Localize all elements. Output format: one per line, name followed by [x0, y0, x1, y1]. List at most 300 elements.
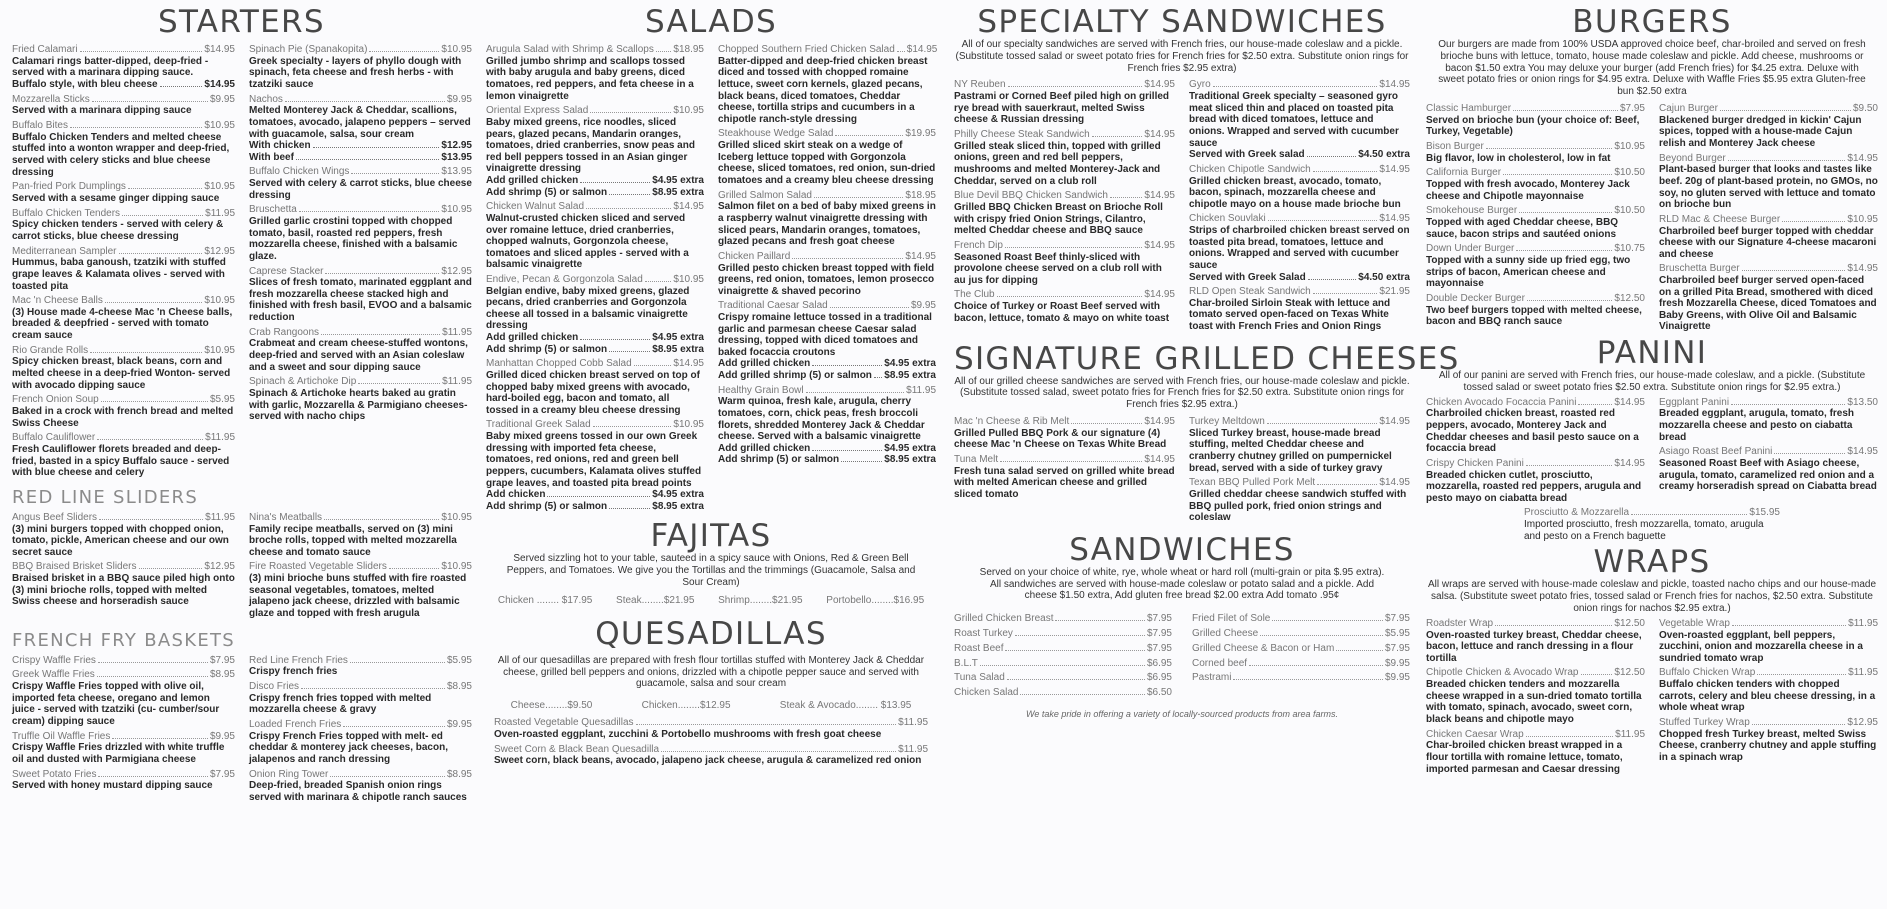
leader-dots: [1516, 243, 1612, 251]
addon-name: Add chicken: [486, 489, 546, 501]
item-description: Seasoned Roast Beef with Asiago cheese, arugula, tomato, caramelized red onion and a creamy horseradish spread on Ciabatta bread: [1659, 458, 1877, 493]
menu-item-row: [249, 561, 472, 573]
item-name: French Onion Soup: [12, 394, 99, 406]
item-description: Choice of Turkey or Roast Beef served with bacon, lettuce, tomato & mayo on white toast: [954, 301, 1170, 324]
item-description: Sweet corn, black beans, avocado, jalapeno jack cheese, arugula & caramelized red onion: [494, 755, 922, 767]
item-description: Char-broiled chicken breast wrapped in a flour tortilla with romaine lettuce, tomato, imported parmesan and Caesar dressing: [1426, 740, 1623, 775]
leader-dots: [112, 731, 208, 739]
fries-right: [249, 652, 472, 804]
item-description: Grilled cheddar cheese sandwich stuffed with BBQ pulled pork, fried onion strings and coleslaw: [1189, 489, 1407, 524]
item-price: $10.95: [204, 181, 235, 193]
sandwiches-left: [954, 610, 1172, 699]
leader-dots: [1742, 263, 1846, 271]
menu-item-row: [1659, 153, 1878, 165]
item-price: $14.95: [1379, 163, 1410, 175]
item-name: The Club: [954, 289, 995, 301]
menu-item-row: [1426, 397, 1645, 409]
item-name: Bison Burger: [1426, 140, 1484, 152]
fries-title: FRENCH FRY BASKETS: [12, 629, 236, 651]
menu-item: [486, 419, 704, 512]
item-price: $10.95: [204, 295, 235, 307]
menu-item: [249, 719, 472, 766]
addon-name: Buffalo style, with bleu cheese: [12, 78, 158, 90]
leader-dots: [358, 376, 440, 384]
item-description: Charbroiled beef burger served open-faced on a grilled Pita Bread, smothered with diced fresh Mozzarella Cheese, diced Tomatoes and Baby Greens, with Olive Oil and Balsamic Vinaigrette: [1659, 275, 1877, 333]
item-name: Angus Beef Sliders: [12, 511, 98, 523]
leader-dots: [1213, 79, 1378, 87]
item-description: Breaded chicken tenders and mozzarella cheese wrapped in a sun-dried tomato tortilla with tomato, spinach, avocado, sweet corn, black beans and chipotle mayo: [1426, 679, 1642, 725]
item-description: Topped with aged Cheddar cheese, BBQ sauce, bacon strips and sautéed onions: [1426, 217, 1619, 240]
item-name: Down Under Burger: [1426, 243, 1515, 255]
leader-dots: [1110, 190, 1142, 198]
menu-item-row: [1426, 618, 1645, 630]
item-name: Cajun Burger: [1659, 102, 1718, 114]
leader-dots: [119, 246, 203, 254]
item-price: $18.95: [905, 189, 936, 201]
item-addon: [486, 332, 704, 344]
leader-dots: [324, 512, 439, 520]
menu-item: [1189, 79, 1410, 160]
option-price: Steak & Avocado........ $13.95: [779, 700, 912, 712]
menu-item-row: [954, 613, 1172, 625]
menu-item-row: [249, 376, 472, 388]
leader-dots: [1526, 458, 1613, 466]
menu-item-row: [1659, 446, 1878, 458]
addon-price: $8.95 extra: [652, 186, 704, 198]
item-price: $14.95: [1379, 477, 1410, 489]
fries-left: [12, 652, 235, 804]
menu-item: [1659, 618, 1878, 665]
menu-item-row: [1659, 717, 1878, 729]
item-name: Buffalo Chicken Wrap: [1659, 667, 1756, 679]
item-name: B.L.T: [954, 657, 978, 669]
menu-item-row: [12, 769, 235, 781]
menu-item-row: [1426, 141, 1645, 153]
item-addon: [249, 140, 472, 152]
leader-dots: [1092, 129, 1143, 137]
item-price: $9.95: [1384, 672, 1410, 684]
menu-item: [12, 295, 235, 342]
item-addon: [718, 358, 936, 370]
item-price: $11.95: [1615, 728, 1645, 740]
leader-dots: [580, 175, 650, 183]
menu-item: [249, 327, 472, 374]
item-name: Onion Ring Tower: [249, 768, 329, 780]
menu-item-row: [494, 717, 928, 729]
item-description: Grilled sliced skirt steak on a wedge of Iceberg lettuce topped with Gorgonzola cheese, sliced tomatoes, red onion, sun-dried tomatoes and a creamy bleu cheese dressing: [718, 140, 936, 186]
item-price: $7.95: [1146, 628, 1172, 639]
item-addon: [486, 344, 704, 356]
item-price: $14.95: [1144, 239, 1175, 251]
menu-item-row: [1659, 263, 1878, 275]
item-price: $10.95: [441, 511, 472, 523]
menu-item-row: [1426, 205, 1645, 217]
item-description: Crispy Waffle Fries drizzled with white truffle oil and dusted with Parmigiana cheese: [12, 742, 225, 765]
item-price: $11.95: [1848, 617, 1878, 629]
menu-item: [249, 681, 472, 716]
option-price: Shrimp........$21.95: [718, 594, 803, 606]
addon-name: Served with Greek salad: [1189, 149, 1305, 161]
menu-item: [12, 561, 235, 608]
item-name: Stuffed Turkey Wrap: [1659, 716, 1750, 728]
wraps-title: WRAPS: [1593, 544, 1711, 581]
menu-item: [1426, 293, 1645, 328]
item-price: $10.95: [441, 204, 472, 216]
menu-item-row: [12, 94, 235, 106]
addon-name: Add grilled chicken: [486, 174, 579, 186]
leader-dots: [92, 94, 208, 102]
item-name: Crispy Waffle Fries: [12, 654, 96, 666]
menu-item-row: [954, 643, 1172, 655]
item-price: $5.95: [209, 394, 235, 406]
menu-item-row: [1426, 103, 1645, 115]
item-name: Chipotle Chicken & Avocado Wrap: [1426, 667, 1579, 679]
menu-item-row: [718, 385, 936, 397]
leader-dots: [1782, 214, 1845, 222]
leader-dots: [330, 769, 445, 777]
item-name: Manhattan Chopped Cobb Salad: [486, 358, 632, 370]
menu-item: [1659, 397, 1878, 444]
item-description: Grilled steak sliced thin, topped with grilled onions, green and red bell peppers, mushrooms and melted Monterey-Jack and Cheddar, served on a club roll: [954, 140, 1161, 187]
item-description: Warm quinoa, fresh kale, arugula, cherry tomatoes, corn, chick peas, fresh broccoli florets, shredded Monterey Jack & Cheddar cheese. Served with a balsamic vinaigrette: [718, 396, 925, 443]
item-name: Pastrami: [1192, 672, 1232, 684]
menu-item: [12, 731, 235, 766]
leader-dots: [299, 204, 440, 212]
item-description: Crabmeat and cream cheese-stuffed wontons, deep-fried and served with an Asian coleslaw and a sweet and sour dipping sauce: [249, 338, 468, 373]
menu-item: [1192, 628, 1410, 640]
item-price: $14.95: [1847, 446, 1878, 458]
item-name: Arugula Salad with Shrimp & Scallops: [486, 44, 654, 55]
menu-item: [1426, 205, 1645, 240]
item-addon: [249, 152, 472, 164]
item-name: Bruschetta: [249, 204, 297, 216]
item-description: Baked in a crock with french bread and melted Swiss Cheese: [12, 406, 234, 429]
item-addon: [486, 501, 704, 513]
addon-price: $4.95 extra: [652, 174, 704, 186]
quesadillas-list: [486, 717, 936, 767]
menu-item-row: [954, 454, 1175, 466]
option-price: Chicken........$12.95: [641, 700, 731, 712]
item-price: $11.95: [442, 376, 472, 388]
leader-dots: [835, 128, 903, 136]
leader-dots: [661, 744, 896, 752]
leader-dots: [1519, 205, 1612, 213]
menu-item-row: [486, 44, 704, 56]
item-name: Classic Hamburger: [1426, 102, 1512, 114]
leader-dots: [812, 443, 882, 451]
menu-item: [12, 669, 235, 727]
item-description: Oven-roasted eggplant, bell peppers, zucchini, onion and mozzarella cheese in a sundried tomato wrap: [1659, 629, 1863, 664]
menu-item: [249, 561, 472, 619]
item-price: $7.95: [209, 768, 235, 780]
leader-dots: [814, 190, 903, 198]
starters-title: STARTERS: [158, 4, 325, 40]
item-description: Served with a marinara dipping sauce: [12, 105, 192, 117]
menu-item-row: [1189, 286, 1410, 298]
grilled-left: [954, 413, 1175, 524]
item-name: Philly Cheese Steak Sandwich: [954, 128, 1090, 140]
menu-item-row: [249, 166, 472, 178]
item-name: Traditional Caesar Salad: [718, 300, 828, 312]
leader-dots: [1752, 717, 1846, 725]
leader-dots: [369, 44, 439, 52]
item-name: Sweet Corn & Black Bean Quesadilla: [494, 743, 660, 755]
leader-dots: [1503, 167, 1612, 175]
leader-dots: [1486, 141, 1613, 149]
leader-dots: [351, 166, 439, 174]
menu-item-row: [718, 300, 936, 312]
item-name: Roasted Vegetable Quesadillas: [494, 717, 634, 729]
menu-item: [249, 266, 472, 324]
item-price: $10.95: [1847, 213, 1878, 225]
fries-list: [12, 652, 472, 804]
leader-dots: [343, 719, 445, 727]
menu-item-row: [1659, 397, 1878, 409]
leader-dots: [1249, 658, 1383, 666]
item-name: Pan-fried Pork Dumplings: [12, 181, 126, 193]
menu-item: [954, 416, 1175, 451]
item-price: $10.95: [673, 419, 704, 431]
menu-item-row: [1189, 213, 1410, 225]
leader-dots: [1317, 477, 1377, 485]
menu-item: [718, 128, 936, 186]
item-description: Belgian endive, baby mixed greens, glazed pecans, dried cranberries and Gorgonzola cheese all tossed in a balsamic vinaigrette dressing: [486, 285, 690, 332]
menu-item: [1426, 729, 1645, 776]
item-price: $7.95: [1384, 613, 1410, 625]
menu-item-row: [954, 628, 1172, 640]
leader-dots: [296, 152, 439, 160]
item-name: Mac 'n Cheese & Rib Melt: [954, 416, 1070, 428]
menu-item-row: [249, 719, 472, 731]
leader-dots: [122, 208, 203, 216]
item-name: Grilled Cheese: [1192, 628, 1259, 639]
item-description: Family recipe meatballs, served on (3) mini broche rolls, topped with melted mozzarella cheese and tomato sauce: [249, 523, 457, 558]
menu-item: [718, 190, 936, 248]
leader-dots: [160, 79, 203, 87]
menu-item-row: [12, 432, 235, 444]
burgers-title: BURGERS: [1572, 4, 1732, 40]
leader-dots: [350, 655, 445, 663]
quesadillas-note: All of our quesadillas are prepared with fresh flour tortillas stuffed with Monterey Jack & Cheddar cheese, grilled bell peppers and onions, drizzled with a chipotle pepper sauce and served with guacamole, salsa and sour cream: [497, 654, 925, 690]
item-price: $13.50: [1847, 396, 1878, 408]
item-price: $14.95: [1144, 416, 1175, 428]
item-description: Buffalo Chicken Tenders and melted cheese stuffed into a wonton wrapper and deep-fried, served with celery sticks and blue cheese dressing: [12, 131, 230, 178]
menu-item: [1659, 103, 1878, 150]
leader-dots: [1313, 164, 1378, 172]
item-price: $14.95: [1144, 289, 1175, 301]
item-name: Chicken Chipotle Sandwich: [1189, 163, 1311, 175]
item-name: Grilled Cheese & Bacon or Ham: [1192, 642, 1335, 654]
leader-dots: [1000, 454, 1142, 462]
menu-item-row: [1192, 672, 1410, 684]
item-name: Blue Devil BBQ Chicken Sandwich: [954, 190, 1108, 202]
wraps-right: [1659, 615, 1878, 775]
item-name: Buffalo Chicken Tenders: [12, 207, 121, 219]
menu-item: [1659, 717, 1878, 764]
item-price: $11.95: [442, 326, 472, 338]
menu-item: [249, 376, 472, 423]
leader-dots: [1728, 153, 1846, 161]
item-name: Tuna Melt: [954, 454, 999, 466]
menu-item: [954, 643, 1172, 655]
burgers-note: Our burgers are made from 100% USDA approved choice beef, char-broiled and served on fresh brioche buns with lettuce, tomato, house made coleslaw and pickle. Add cheese, mushrooms or bacon $1.50 extra You may deluxe your burger (add French fries) for $4.25 extra. Deluxe with sweet potato fries or onion rings for $4.95 extra. Deluxe with Waffle Fries $5.95 extra Gluten-free bun $2.50 extra: [1438, 39, 1866, 98]
menu-item: [954, 658, 1172, 670]
menu-item-row: [954, 672, 1172, 684]
leader-dots: [97, 669, 208, 677]
item-description: Grilled chicken breast, avocado, tomato, bacon, spinach, mozzarella cheese and chipotle mayo on a house made brioche bun: [1189, 175, 1401, 210]
item-name: Endive, Pecan & Gorgonzola Salad: [486, 273, 643, 285]
leader-dots: [1308, 272, 1357, 280]
item-price: $7.95: [1146, 642, 1172, 654]
menu-item: [12, 181, 235, 204]
item-name: Prosciutto & Mozzarella: [1524, 507, 1630, 519]
item-price: $9.50: [1852, 102, 1878, 114]
addon-price: $13.95: [441, 151, 472, 163]
item-price: $14.95: [1144, 454, 1175, 466]
item-price: $12.50: [1614, 667, 1645, 679]
menu-item: [1192, 643, 1410, 655]
item-description: Pastrami or Corned Beef piled high on grilled rye bread with sauerkraut, melted Swiss cheese & Russian dressing: [954, 91, 1170, 126]
item-addon: [486, 175, 704, 187]
item-name: Beyond Burger: [1659, 152, 1726, 164]
panini-list: [1426, 394, 1878, 505]
menu-item-row: [1659, 103, 1878, 115]
item-price: $9.95: [209, 730, 235, 742]
item-name: Grilled Salmon Salad: [718, 189, 812, 201]
starters-list: [12, 41, 472, 479]
menu-item: [249, 166, 472, 201]
item-description: Greek specialty - layers of phyllo dough with spinach, feta cheese and fresh herbs - with tzatziki sauce: [249, 55, 462, 90]
leader-dots: [609, 187, 650, 195]
leader-dots: [101, 394, 208, 402]
item-description: Traditional Greek specialty – seasoned gyro meat sliced thin and placed on toasted pita bread with diced tomatoes, lettuce and onions. Wrapped and served with cucumber sauce: [1189, 91, 1399, 149]
item-description: Grilled garlic crostini topped with chopped tomato, basil, roasted red peppers, fresh mozzarella cheese, finished with a balsamic glaze.: [249, 216, 458, 262]
item-description: Charbroiled chicken breast, roasted red peppers, avocado, Monterey Jack and Cheddar cheeses and basil pesto sauce on a focaccia bread: [1426, 408, 1639, 455]
specialty-title: SPECIALTY SANDWICHES: [977, 4, 1387, 40]
item-name: Eggplant Panini: [1659, 396, 1730, 408]
menu-item: [1426, 243, 1645, 290]
item-price: $6.95: [1146, 657, 1172, 669]
item-description: (3) House made 4-cheese Mac 'n Cheese balls, breaded & deepfried - served with tomato cream sauce: [12, 306, 233, 342]
menu-item: [1659, 667, 1878, 714]
item-price: $12.95: [441, 265, 472, 277]
leader-dots: [1732, 618, 1846, 626]
item-description: Fresh Cauliflower florets breaded and deep-fried, basted in a spicy Buffalo sauce - served with blue cheese and celery: [12, 444, 230, 479]
menu-item-row: [1426, 167, 1645, 179]
item-description: Strips of charbroiled chicken breast served on toasted pita bread, tomatoes, lettuce and onions. Wrapped and served with cucumber sauce: [1189, 225, 1410, 271]
leader-dots: [1071, 416, 1142, 424]
menu-item: [12, 44, 235, 91]
item-price: $10.95: [204, 344, 235, 356]
addon-price: $4.95 extra: [884, 358, 936, 370]
item-price: $12.95: [1847, 716, 1878, 728]
menu-item-row: [1524, 507, 1780, 519]
leader-dots: [636, 717, 897, 725]
item-name: Chicken Caesar Wrap: [1426, 728, 1524, 740]
item-description: Buffalo chicken tenders with chopped carrots, celery and bleu cheese dressing, in a whole wheat wrap: [1659, 679, 1876, 714]
menu-item-row: [1189, 477, 1410, 489]
leader-dots: [586, 201, 671, 209]
menu-item-row: [486, 105, 704, 117]
addon-name: Add shrimp (5) or salmon: [486, 186, 608, 198]
menu-item-row: [12, 246, 235, 258]
menu-item-row: [1192, 613, 1410, 625]
leader-dots: [389, 561, 440, 569]
menu-item-row: [718, 190, 936, 202]
menu-item: [1189, 416, 1410, 474]
menu-item: [718, 251, 936, 298]
item-price: $14.95: [1847, 152, 1878, 164]
fajitas-options: [486, 595, 936, 606]
item-name: Double Decker Burger: [1426, 292, 1525, 304]
item-name: Vegetable Wrap: [1659, 617, 1730, 629]
specialty-list: [954, 76, 1410, 332]
menu-item: [1189, 477, 1410, 524]
item-name: Smokehouse Burger: [1426, 205, 1518, 217]
addon-price: $4.95 extra: [652, 489, 704, 501]
item-name: Chopped Southern Fried Chicken Salad: [718, 44, 895, 55]
menu-item-row: [12, 394, 235, 406]
item-price: $11.95: [906, 384, 936, 396]
addon-name: Add shrimp (5) or salmon: [486, 343, 608, 355]
grilled-list: [954, 413, 1410, 524]
item-description: Big flavor, low in cholesterol, low in fat: [1426, 152, 1611, 164]
item-name: Chicken Paillard: [718, 250, 791, 262]
menu-item-row: [1659, 214, 1878, 226]
column-starters: [12, 6, 472, 804]
menu-item-row: [12, 731, 235, 743]
leader-dots: [139, 561, 203, 569]
item-price: $11.95: [205, 207, 235, 219]
item-name: Spinach & Artichoke Dip: [249, 376, 357, 388]
panini-right: [1659, 394, 1878, 505]
leader-dots: [1268, 213, 1378, 221]
leader-dots: [1007, 672, 1145, 680]
item-description: Topped with a sunny side up fried egg, two strips of bacon, American cheese and mayonnaise: [1426, 255, 1631, 290]
menu-item: [1426, 167, 1645, 202]
grilled-note: All of our grilled cheese sandwiches are served with French fries, our house-made coleslaw and pickle. (Substitute tossed salad, sweet potato fries for French fries for $2.50 extra. Substitute onion rings for French fries $2.95 extra.): [954, 375, 1410, 411]
item-description: Spicy chicken tenders - served with celery & carrot sticks, blue cheese dressing: [12, 219, 224, 242]
menu-item-row: [12, 655, 235, 667]
leader-dots: [98, 655, 208, 663]
leader-dots: [1526, 729, 1614, 737]
menu-item-row: [249, 266, 472, 278]
menu-item-row: [1426, 243, 1645, 255]
leader-dots: [812, 358, 882, 366]
item-description: Calamari rings batter-dipped, deep-fried - served with a marinara dipping sauce.: [12, 55, 209, 79]
item-name: Grilled Chicken Breast: [954, 613, 1054, 625]
menu-item-row: [954, 129, 1175, 141]
item-description: Breaded eggplant, arugula, tomato, fresh mozzarella cheese and pesto on ciabatta bread: [1659, 408, 1855, 443]
option-price: Steak........$21.95: [616, 594, 695, 606]
addon-price: $8.95 extra: [884, 370, 936, 382]
sliders-right: [249, 509, 472, 620]
leader-dots: [313, 140, 440, 148]
item-description: Crispy romaine lettuce tossed in a traditional garlic and parmesan cheese Caesar salad dressing, topped with diced tomatoes and baked focaccia croutons: [718, 312, 932, 358]
menu-item: [12, 655, 235, 667]
item-price: $10.50: [1614, 167, 1645, 179]
item-price: $6.50: [1146, 687, 1172, 699]
menu-item-row: [1659, 667, 1878, 679]
menu-item-row: [249, 204, 472, 216]
item-name: Chicken Avocado Focaccia Panini: [1426, 396, 1577, 408]
item-description: Sliced Turkey breast, house-made bread stuffing, melted Cheddar cheese and cranberry chutney grilled on pumpernickel bread, served with a side of turkey gravy: [1189, 427, 1392, 474]
item-price: $14.95: [1144, 128, 1175, 140]
leader-dots: [1731, 397, 1845, 405]
menu-item: [1426, 618, 1645, 665]
addon-price: $8.95 extra: [884, 454, 936, 466]
menu-item-row: [718, 128, 936, 140]
